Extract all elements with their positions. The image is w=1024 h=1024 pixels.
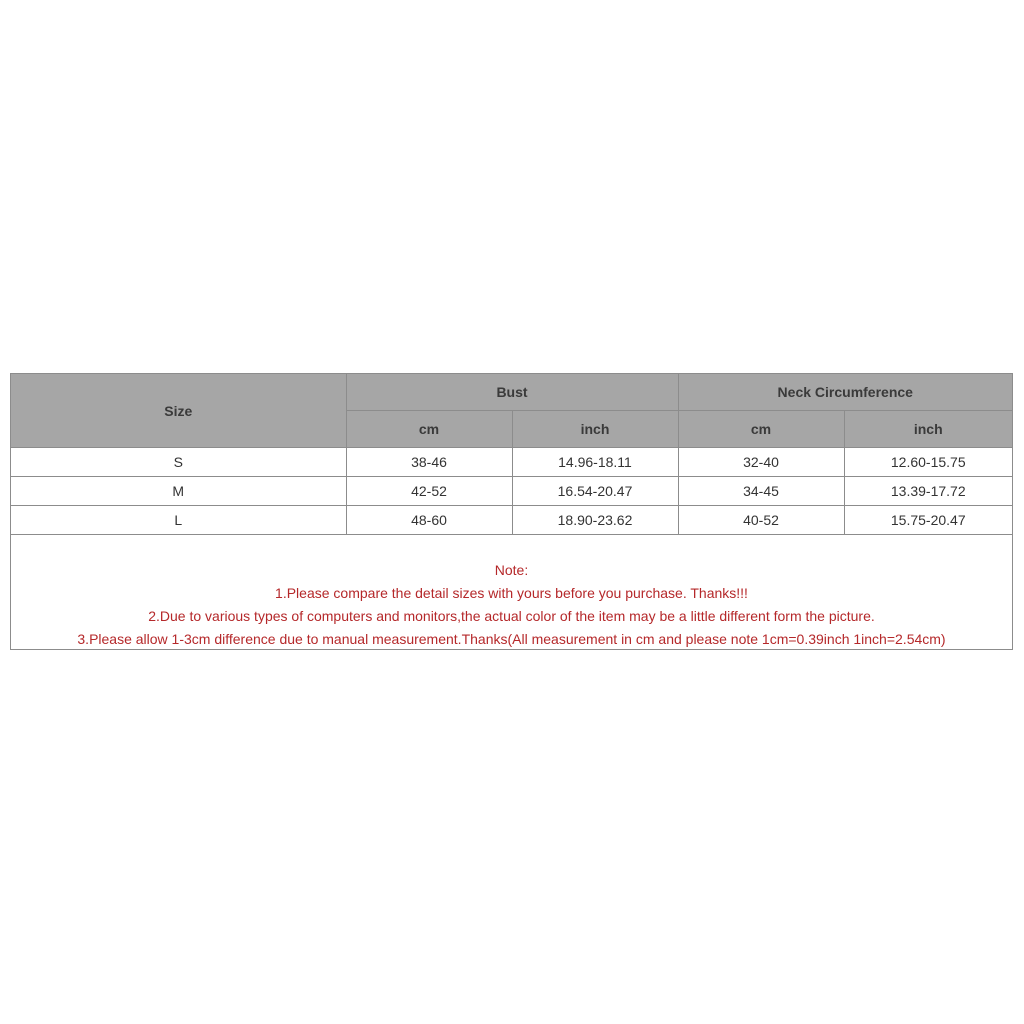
note-title: Note:: [494, 562, 529, 578]
cell-bust-inch: 14.96-18.11: [512, 448, 678, 477]
table-row: [11, 448, 1012, 477]
size-table: [11, 374, 1012, 535]
header-neck-inch: inch: [844, 411, 1012, 448]
cell-size: M: [11, 477, 346, 506]
cell-bust-inch: 16.54-20.47: [512, 477, 678, 506]
header-bust-inch: inch: [512, 411, 678, 448]
cell-bust-cm: 42-52: [346, 477, 512, 506]
note-line-3: 3.Please allow 1-3cm difference due to manual measurement.Thanks(All measurement in cm and please note 1cm=0.39inch 1inch=2.54cm): [77, 631, 946, 647]
header-row-primary: [11, 374, 1012, 411]
notes-section: [11, 535, 1012, 651]
cell-bust-inch: 18.90-23.62: [512, 506, 678, 535]
header-bust: Bust: [346, 374, 678, 411]
cell-neck-inch: 12.60-15.75: [844, 448, 1012, 477]
cell-size: S: [11, 448, 346, 477]
size-chart: [10, 373, 1013, 650]
cell-size: L: [11, 506, 346, 535]
header-neck-cm: cm: [678, 411, 844, 448]
header-bust-cm: cm: [346, 411, 512, 448]
table-row: [11, 506, 1012, 535]
cell-bust-cm: 48-60: [346, 506, 512, 535]
note-line-2: 2.Due to various types of computers and monitors,the actual color of the item may be a little different form the picture.: [148, 608, 875, 624]
cell-neck-cm: 32-40: [678, 448, 844, 477]
cell-neck-inch: 15.75-20.47: [844, 506, 1012, 535]
note-line-1: 1.Please compare the detail sizes with yours before you purchase. Thanks!!!: [275, 585, 748, 601]
cell-neck-cm: 34-45: [678, 477, 844, 506]
header-size: Size: [11, 374, 346, 448]
header-neck-circumference: Neck Circumference: [678, 374, 1012, 411]
table-row: [11, 477, 1012, 506]
cell-bust-cm: 38-46: [346, 448, 512, 477]
cell-neck-inch: 13.39-17.72: [844, 477, 1012, 506]
cell-neck-cm: 40-52: [678, 506, 844, 535]
